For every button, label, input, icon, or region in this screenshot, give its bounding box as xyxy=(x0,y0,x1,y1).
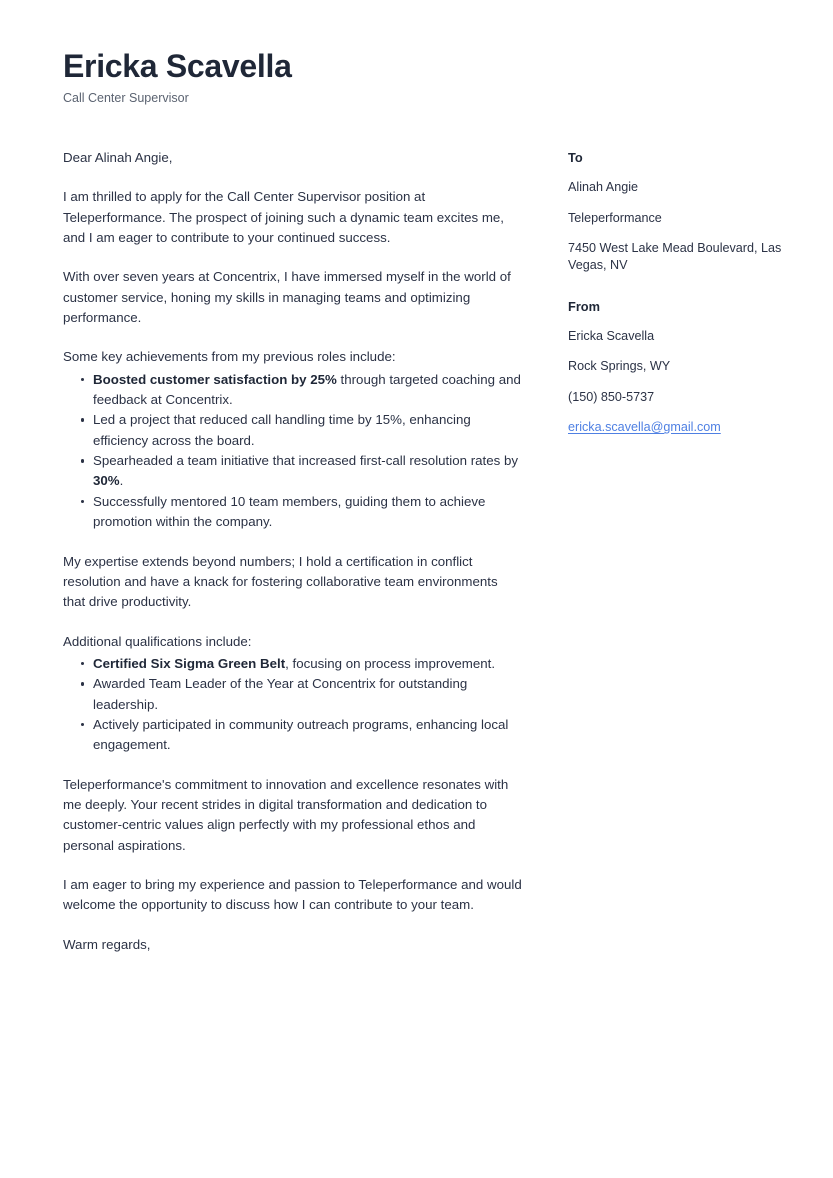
sender-block xyxy=(568,297,783,437)
paragraph-3: My expertise extends beyond numbers; I hold a certification in conflict resolution and have a knack for fostering collaborative team environments that drive productivity. xyxy=(63,553,498,610)
list-item-text: Led a project that reduced call handling time by 15%, enhancing efficiency across the board. xyxy=(93,412,471,448)
paragraph-4: Teleperformance's commitment to innovation and excellence resonates with me deeply. Your recent strides in digital transformation and dedication to customer-centric values align perfectly with my professional ethos and personal aspirations. xyxy=(63,776,509,853)
achievements-list xyxy=(63,370,523,533)
list-item xyxy=(93,492,523,533)
paragraph-5: I am eager to bring my experience and passion to Teleperformance and would welcome the opportunity to discuss how I can contribute to your team. xyxy=(63,876,522,913)
list-item-text: Spearheaded a team initiative that increased first-call resolution rates by xyxy=(93,453,518,469)
list-item xyxy=(93,674,523,715)
job-title: Call Center Supervisor xyxy=(63,90,189,105)
list-item xyxy=(93,451,523,492)
list-item xyxy=(93,715,523,756)
sender-email-link[interactable]: ericka.scavella@gmail.com xyxy=(568,420,721,434)
from-heading: From xyxy=(568,298,600,314)
sender-email-line xyxy=(568,419,783,436)
list-item-text: , focusing on process improvement. xyxy=(285,655,496,671)
recipient-name: Alinah Angie xyxy=(568,180,639,195)
list-item-emphasis: Certified Six Sigma Green Belt xyxy=(93,655,286,671)
recipient-address: 7450 West Lake Mead Boulevard, Las Vegas, NV xyxy=(568,240,782,273)
recipient-block xyxy=(568,148,783,275)
list-item-emphasis: Boosted customer satisfaction by 25% xyxy=(93,371,337,387)
achievements-intro: Some key achievements from my previous roles include: xyxy=(63,349,396,365)
list-item-text: Successfully mentored 10 team members, guiding them to achieve promotion within the company. xyxy=(93,493,486,530)
list-item-text: Awarded Team Leader of the Year at Concentrix for outstanding leadership. xyxy=(93,676,468,712)
list-item-emphasis: 30% xyxy=(93,473,120,489)
list-item xyxy=(93,370,523,411)
to-heading: To xyxy=(568,150,583,165)
list-item-text-tail: . xyxy=(119,473,124,489)
paragraph-2: With over seven years at Concentrix, I have immersed myself in the world of customer service, honing my skills in managing teams and optimizing performance. xyxy=(63,269,511,326)
closing-salutation: Warm regards, xyxy=(63,936,151,952)
sender-location: Rock Springs, WY xyxy=(568,359,671,374)
letter-header xyxy=(63,48,763,106)
recipient-company: Teleperformance xyxy=(568,210,662,225)
page-title: Ericka Scavella xyxy=(63,48,292,84)
list-item xyxy=(93,410,523,451)
sender-phone: (150) 850-5737 xyxy=(568,389,655,404)
paragraph-1: I am thrilled to apply for the Call Center Supervisor position at Teleperformance. The prospect of joining such a dynamic team excites me, and I am eager to contribute to your continued success. xyxy=(63,189,504,246)
sender-name: Ericka Scavella xyxy=(568,328,655,343)
qualifications-intro: Additional qualifications include: xyxy=(63,633,252,649)
list-item-text: Actively participated in community outreach programs, enhancing local engagement. xyxy=(93,716,509,753)
contact-sidebar xyxy=(568,148,783,454)
salutation: Dear Alinah Angie, xyxy=(63,150,173,165)
qualifications-list xyxy=(63,654,523,756)
letter-body xyxy=(63,148,523,974)
list-item-text: through targeted coaching and feedback at Concentrix. xyxy=(93,371,521,408)
list-item xyxy=(93,654,523,674)
